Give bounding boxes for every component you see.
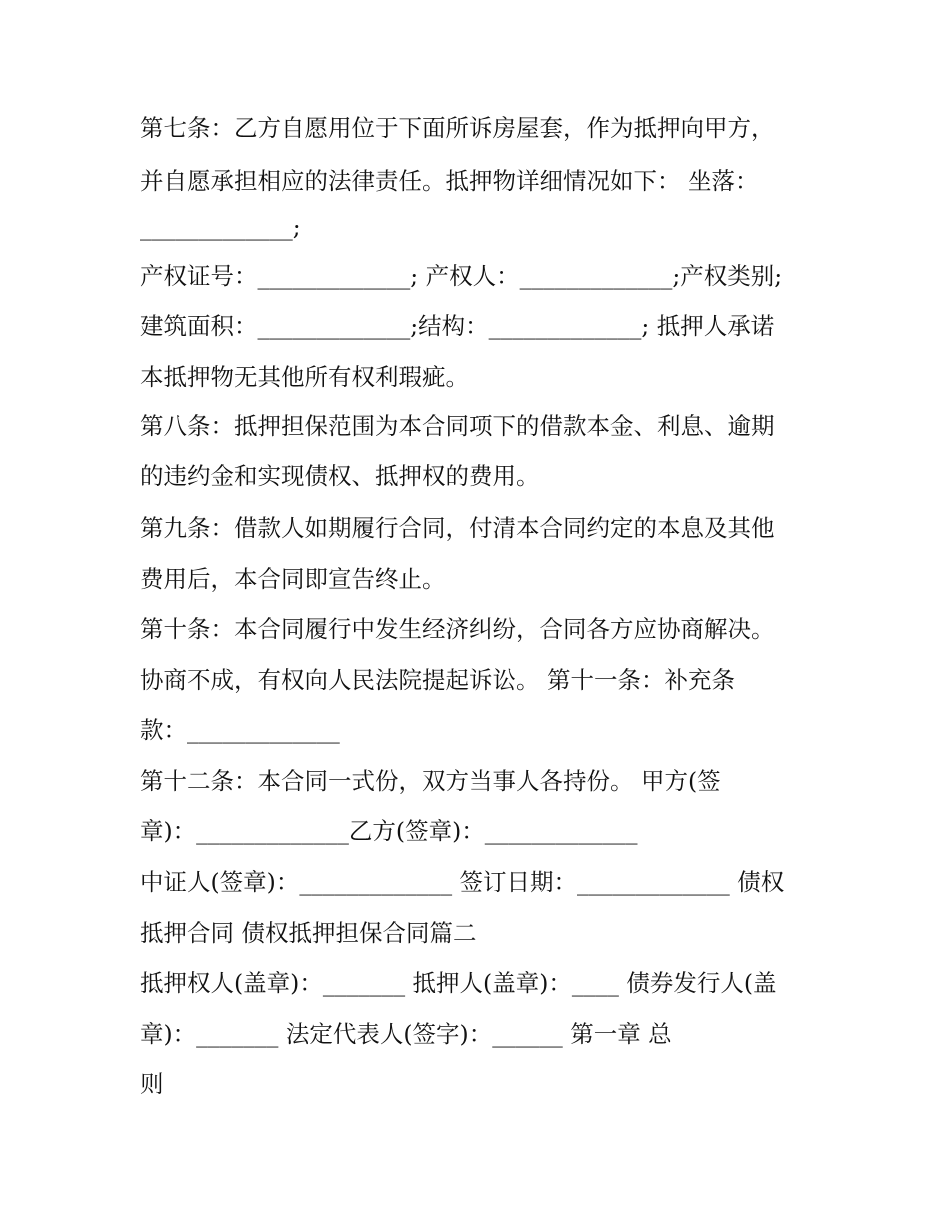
text-line: 产权证号：_____________; 产权人：_____________;产权类别; bbox=[140, 262, 783, 290]
text-line: _____________; bbox=[140, 213, 301, 241]
text-line: 协商不成，有权向人民法院提起诉讼。 第十一条：补充条 bbox=[140, 666, 735, 694]
text-line: 第十二条：本合同一式份，双方当事人各持份。 甲方(签 bbox=[140, 767, 721, 795]
text-line: 抵押权人(盖章)：_______ 抵押人(盖章)：____ 债券发行人(盖 bbox=[140, 969, 777, 997]
text-line: 章)：_______ 法定代表人(签字)：______ 第一章 总 bbox=[140, 1020, 672, 1048]
text-line: 第七条：乙方自愿用位于下面所诉房屋套，作为抵押向甲方， bbox=[140, 114, 775, 142]
text-line: 款：_____________ bbox=[140, 716, 340, 744]
text-line: 费用后，本合同即宣告终止。 bbox=[140, 565, 446, 593]
text-line: 并自愿承担相应的法律责任。抵押物详细情况如下： 坐落： bbox=[140, 167, 759, 195]
text-line: 第八条：抵押担保范围为本合同项下的借款本金、利息、逾期 bbox=[140, 412, 775, 440]
text-line: 第九条：借款人如期履行合同，付清本合同约定的本息及其他 bbox=[140, 514, 775, 542]
text-line: 中证人(签章)：_____________ 签订日期：_____________ 债权 bbox=[140, 868, 785, 896]
text-line: 章)：_____________乙方(签章)：_____________ bbox=[140, 817, 638, 845]
text-line: 抵押合同 债权抵押担保合同篇二 bbox=[140, 919, 477, 947]
text-line: 建筑面积：_____________;结构：_____________; 抵押人承诺 bbox=[140, 312, 775, 340]
text-line: 的违约金和实现债权、抵押权的费用。 bbox=[140, 462, 540, 490]
text-line: 则 bbox=[140, 1070, 164, 1098]
text-line: 第十条：本合同履行中发生经济纠纷，合同各方应协商解决。 bbox=[140, 615, 775, 643]
text-line: 本抵押物无其他所有权利瑕疵。 bbox=[140, 363, 469, 391]
